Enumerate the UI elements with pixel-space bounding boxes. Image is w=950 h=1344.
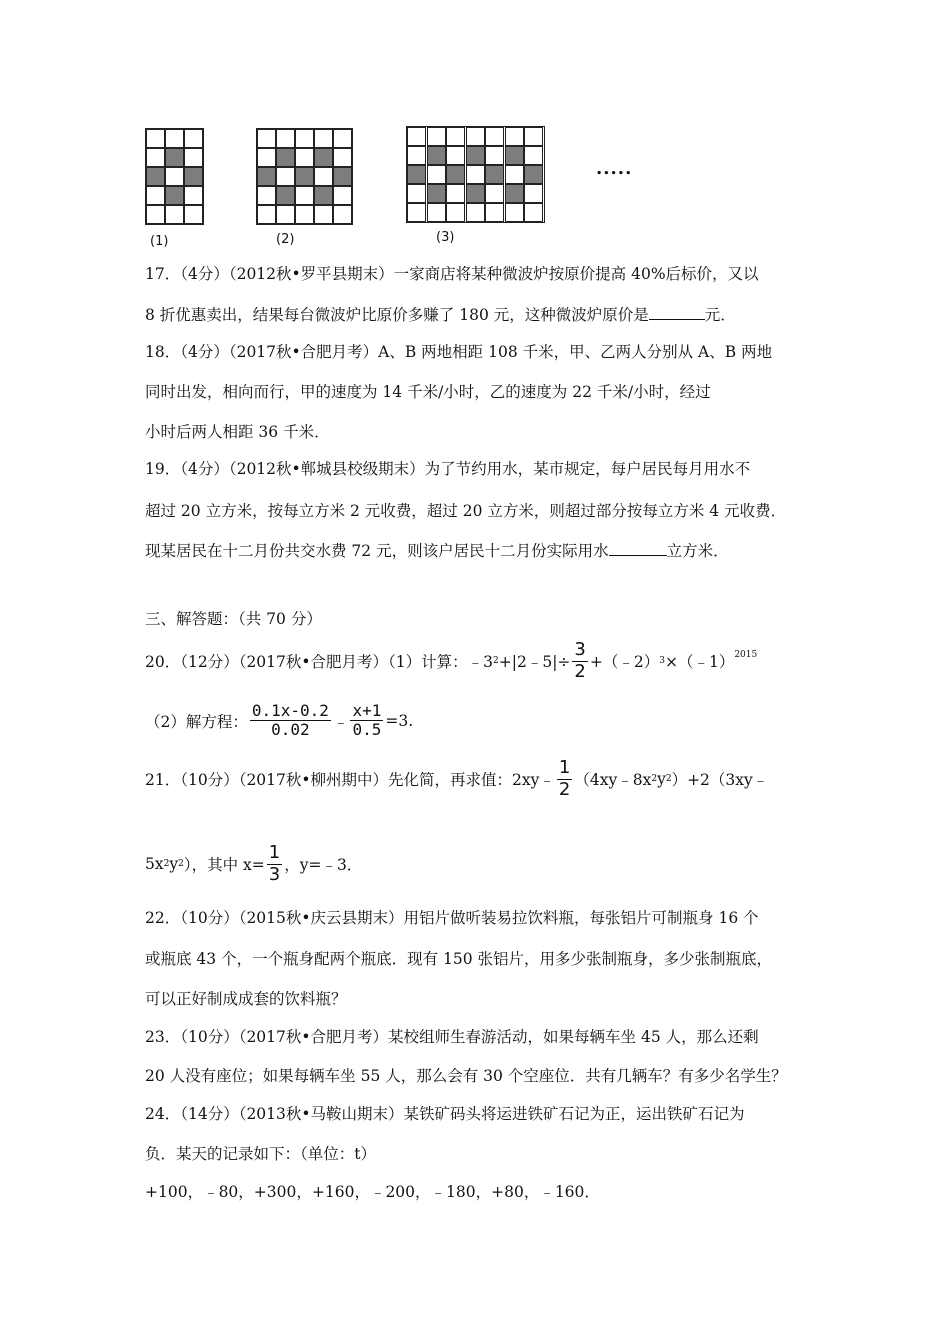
q21-x-num: 1 (268, 842, 281, 863)
grid-cell-shaded (165, 186, 184, 205)
q20-exp-d: 2015 (734, 650, 758, 661)
grid-cell-shaded (146, 167, 165, 186)
q20-frac1-num: 3 (574, 639, 586, 660)
grid-cell (257, 205, 276, 224)
section-3-heading: 三、解答题：（共 70 分） (145, 610, 322, 628)
grid-cell (184, 148, 203, 167)
grid-cell (505, 165, 524, 184)
q17-unit: 元． (704, 306, 736, 324)
q20-frac1-den: 2 (574, 660, 586, 682)
q17-line-2 (145, 303, 736, 325)
grid-figure-2 (256, 128, 353, 225)
grid-cell (184, 129, 203, 148)
grid-cell-shaded (427, 146, 446, 165)
grid-cell (485, 184, 504, 203)
q20-minus: ﹣ (332, 712, 349, 731)
grid-cell (446, 146, 465, 165)
grid-cell (314, 167, 333, 186)
q20-part2: （2）解方程： (145, 712, 248, 731)
q21-line2-a: 5x (145, 855, 164, 874)
grid-cell (333, 129, 352, 148)
grid-cell (427, 127, 446, 146)
grid-cell (295, 129, 314, 148)
q18-line-1: 18．（4分）（2017秋•合肥月考）A、B 两地相距 108 千米，甲、乙两人分别从 A、B 两地 (145, 343, 773, 361)
q21-mid-a: （4xy﹣8x (574, 771, 652, 790)
q17-answer-blank (649, 305, 705, 320)
grid-cell-shaded (524, 165, 543, 184)
grid-cell (466, 127, 485, 146)
figure-label-3: (3) (436, 230, 455, 245)
grid-cell-shaded (184, 167, 203, 186)
q19-unit: 立方米． (666, 542, 729, 560)
grid-cell (257, 129, 276, 148)
q24-line-1: 24．（14分）（2013秋•马鞍山期末）某铁矿码头将运进铁矿石记为正，运出铁矿石记为 (145, 1105, 745, 1123)
grid-cell (407, 127, 426, 146)
grid-cell (485, 203, 504, 222)
q19-line-1: 19．（4分）（2012秋•郸城县校级期末）为了节约用水，某市规定，每户居民每月用水不 (145, 460, 751, 478)
q17-text: 8 折优惠卖出，结果每台微波炉比原价多赚了 180 元，这种微波炉原价是 (145, 306, 649, 324)
q21-line-1 (145, 758, 768, 800)
q20-exp-a: 2 (493, 656, 499, 667)
q21-frac-num: 1 (558, 757, 571, 778)
q20-frac2-num: 0.1x-0.2 (251, 701, 329, 720)
grid-cell-shaded (276, 148, 295, 167)
q21-fraction-half (557, 758, 572, 800)
q21-mid-c: ）+2（3xy﹣ (671, 771, 769, 790)
grid-cell (446, 184, 465, 203)
q21-prefix: 21．（10分）（2017秋•柳州期中）先化简，再求值：2xy﹣ (145, 771, 555, 790)
q19-line-2: 超过 20 立方米，按每立方米 2 元收费，超过 20 立方米，则超过部分按每立方米 4 元收费． (145, 502, 787, 520)
q24-line-2: 负．某天的记录如下：（单位：t） (145, 1145, 376, 1163)
grid-cell (427, 203, 446, 222)
grid-cell (333, 186, 352, 205)
q18-line-2: 同时出发，相向而行，甲的速度为 14 千米/小时，乙的速度为 22 千米/小时，经过 (145, 383, 711, 401)
q24-line-3: +100，﹣80，+300，+160，﹣200，﹣180，+80，﹣160． (145, 1183, 600, 1201)
grid-cell (505, 127, 524, 146)
grid-cell (295, 186, 314, 205)
grid-cell (184, 205, 203, 224)
grid-cell-shaded (427, 184, 446, 203)
q20-fraction-rhs (350, 702, 383, 740)
grid-cell (407, 203, 426, 222)
grid-cell-shaded (407, 165, 426, 184)
grid-cell (276, 129, 295, 148)
grid-cell (295, 205, 314, 224)
q21-sup-1: 2 (651, 774, 658, 785)
grid-cell (295, 148, 314, 167)
q21-sup-3: 2 (163, 859, 170, 870)
q21-fraction-third (267, 843, 282, 885)
figure-ellipsis: ..... (596, 158, 633, 179)
grid-cell (276, 167, 295, 186)
q23-line-1: 23．（10分）（2017秋•合肥月考）某校组师生春游活动，如果每辆车坐 45 人，那么还剩 (145, 1028, 759, 1046)
q21-line2-d: ，y=﹣3． (284, 856, 363, 875)
grid-cell (466, 203, 485, 222)
grid-cell (165, 129, 184, 148)
grid-cell (165, 167, 184, 186)
grid-cell (146, 205, 165, 224)
grid-cell (446, 127, 465, 146)
q21-line2-b: y (169, 855, 179, 874)
q21-mid-b: y (657, 770, 666, 789)
grid-cell-shaded (257, 167, 276, 186)
q21-sup-4: 2 (178, 859, 184, 870)
q17-line-1: 17．（4分）（2012秋•罗平县期末）一家商店将某种微波炉按原价提高 40%后标价，又以 (145, 265, 759, 283)
grid-figure-1 (145, 128, 204, 225)
q21-frac-den: 2 (558, 778, 571, 800)
grid-cell (314, 205, 333, 224)
q20-frac3-num: x+1 (352, 701, 382, 720)
grid-cell-shaded (314, 186, 333, 205)
q21-line2-c: ），其中 x= (183, 856, 265, 875)
grid-cell (146, 186, 165, 205)
q20-equals: =3. (385, 711, 414, 730)
grid-cell (505, 203, 524, 222)
grid-cell-shaded (446, 165, 465, 184)
q20-frac2-den: 0.02 (271, 720, 310, 740)
grid-cell-shaded (505, 184, 524, 203)
q22-line-1: 22．（10分）（2015秋•庆云县期末）用铝片做听装易拉饮料瓶，每张铝片可制瓶身 16 个 (145, 909, 759, 927)
q20-expr-d: ×（﹣1） (664, 653, 735, 672)
grid-cell (427, 165, 446, 184)
grid-cell (485, 146, 504, 165)
grid-cell (485, 127, 504, 146)
grid-cell (276, 205, 295, 224)
q21-sup-2: 2 (665, 774, 672, 785)
grid-cell (333, 205, 352, 224)
q20-frac3-den: 0.5 (352, 720, 382, 740)
q21-line-2 (145, 843, 362, 885)
grid-cell (446, 203, 465, 222)
q20-line-1 (145, 640, 757, 682)
q22-line-3: 可以正好制成成套的饮料瓶？ (145, 990, 347, 1008)
grid-figure-3 (406, 126, 545, 223)
q20-fraction-3-2 (572, 640, 587, 682)
q19-line-3 (145, 539, 729, 561)
q19-text: 现某居民在十二月份共交水费 72 元，则该户居民十二月份实际用水 (145, 542, 609, 560)
grid-cell (146, 129, 165, 148)
figure-label-1: (1) (150, 234, 169, 249)
figure-label-2: (2) (276, 232, 295, 247)
q20-expr-b: +|2﹣5|÷ (498, 653, 571, 672)
grid-cell-shaded (295, 167, 314, 186)
grid-cell-shaded (276, 186, 295, 205)
q21-x-den: 3 (268, 863, 281, 885)
grid-cell-shaded (466, 184, 485, 203)
q18-line-3: 小时后两人相距 36 千米． (145, 423, 330, 441)
grid-cell (524, 127, 543, 146)
q20-fraction-lhs (250, 702, 331, 740)
grid-cell (146, 148, 165, 167)
grid-cell (165, 205, 184, 224)
q19-answer-blank (609, 541, 667, 556)
grid-cell (524, 203, 543, 222)
grid-cell (257, 148, 276, 167)
grid-cell (524, 184, 543, 203)
grid-cell (333, 148, 352, 167)
grid-cell-shaded (485, 165, 504, 184)
grid-cell (407, 146, 426, 165)
grid-cell-shaded (466, 146, 485, 165)
q22-line-2: 或瓶底 43 个，一个瓶身配两个瓶底．现有 150 张铝片，用多少张制瓶身，多少张制瓶底， (145, 950, 773, 968)
grid-cell-shaded (333, 167, 352, 186)
grid-cell (524, 146, 543, 165)
grid-cell (466, 165, 485, 184)
q20-expr-a: ﹣3 (467, 653, 494, 672)
q20-line-2 (145, 702, 413, 740)
grid-cell-shaded (505, 146, 524, 165)
grid-cell (407, 184, 426, 203)
q20-expr-c: +（﹣2） (589, 653, 660, 672)
q23-line-2: 20 人没有座位；如果每辆车坐 55 人，那么会有 30 个空座位．共有几辆车？有多少名学生？ (145, 1067, 787, 1085)
grid-cell (314, 129, 333, 148)
grid-cell (184, 186, 203, 205)
grid-cell-shaded (165, 148, 184, 167)
q20-prefix: 20．（12分）（2017秋•合肥月考）（1）计算： (145, 653, 468, 672)
q20-exp-c: 3 (659, 656, 665, 667)
grid-cell-shaded (314, 148, 333, 167)
grid-cell (257, 186, 276, 205)
